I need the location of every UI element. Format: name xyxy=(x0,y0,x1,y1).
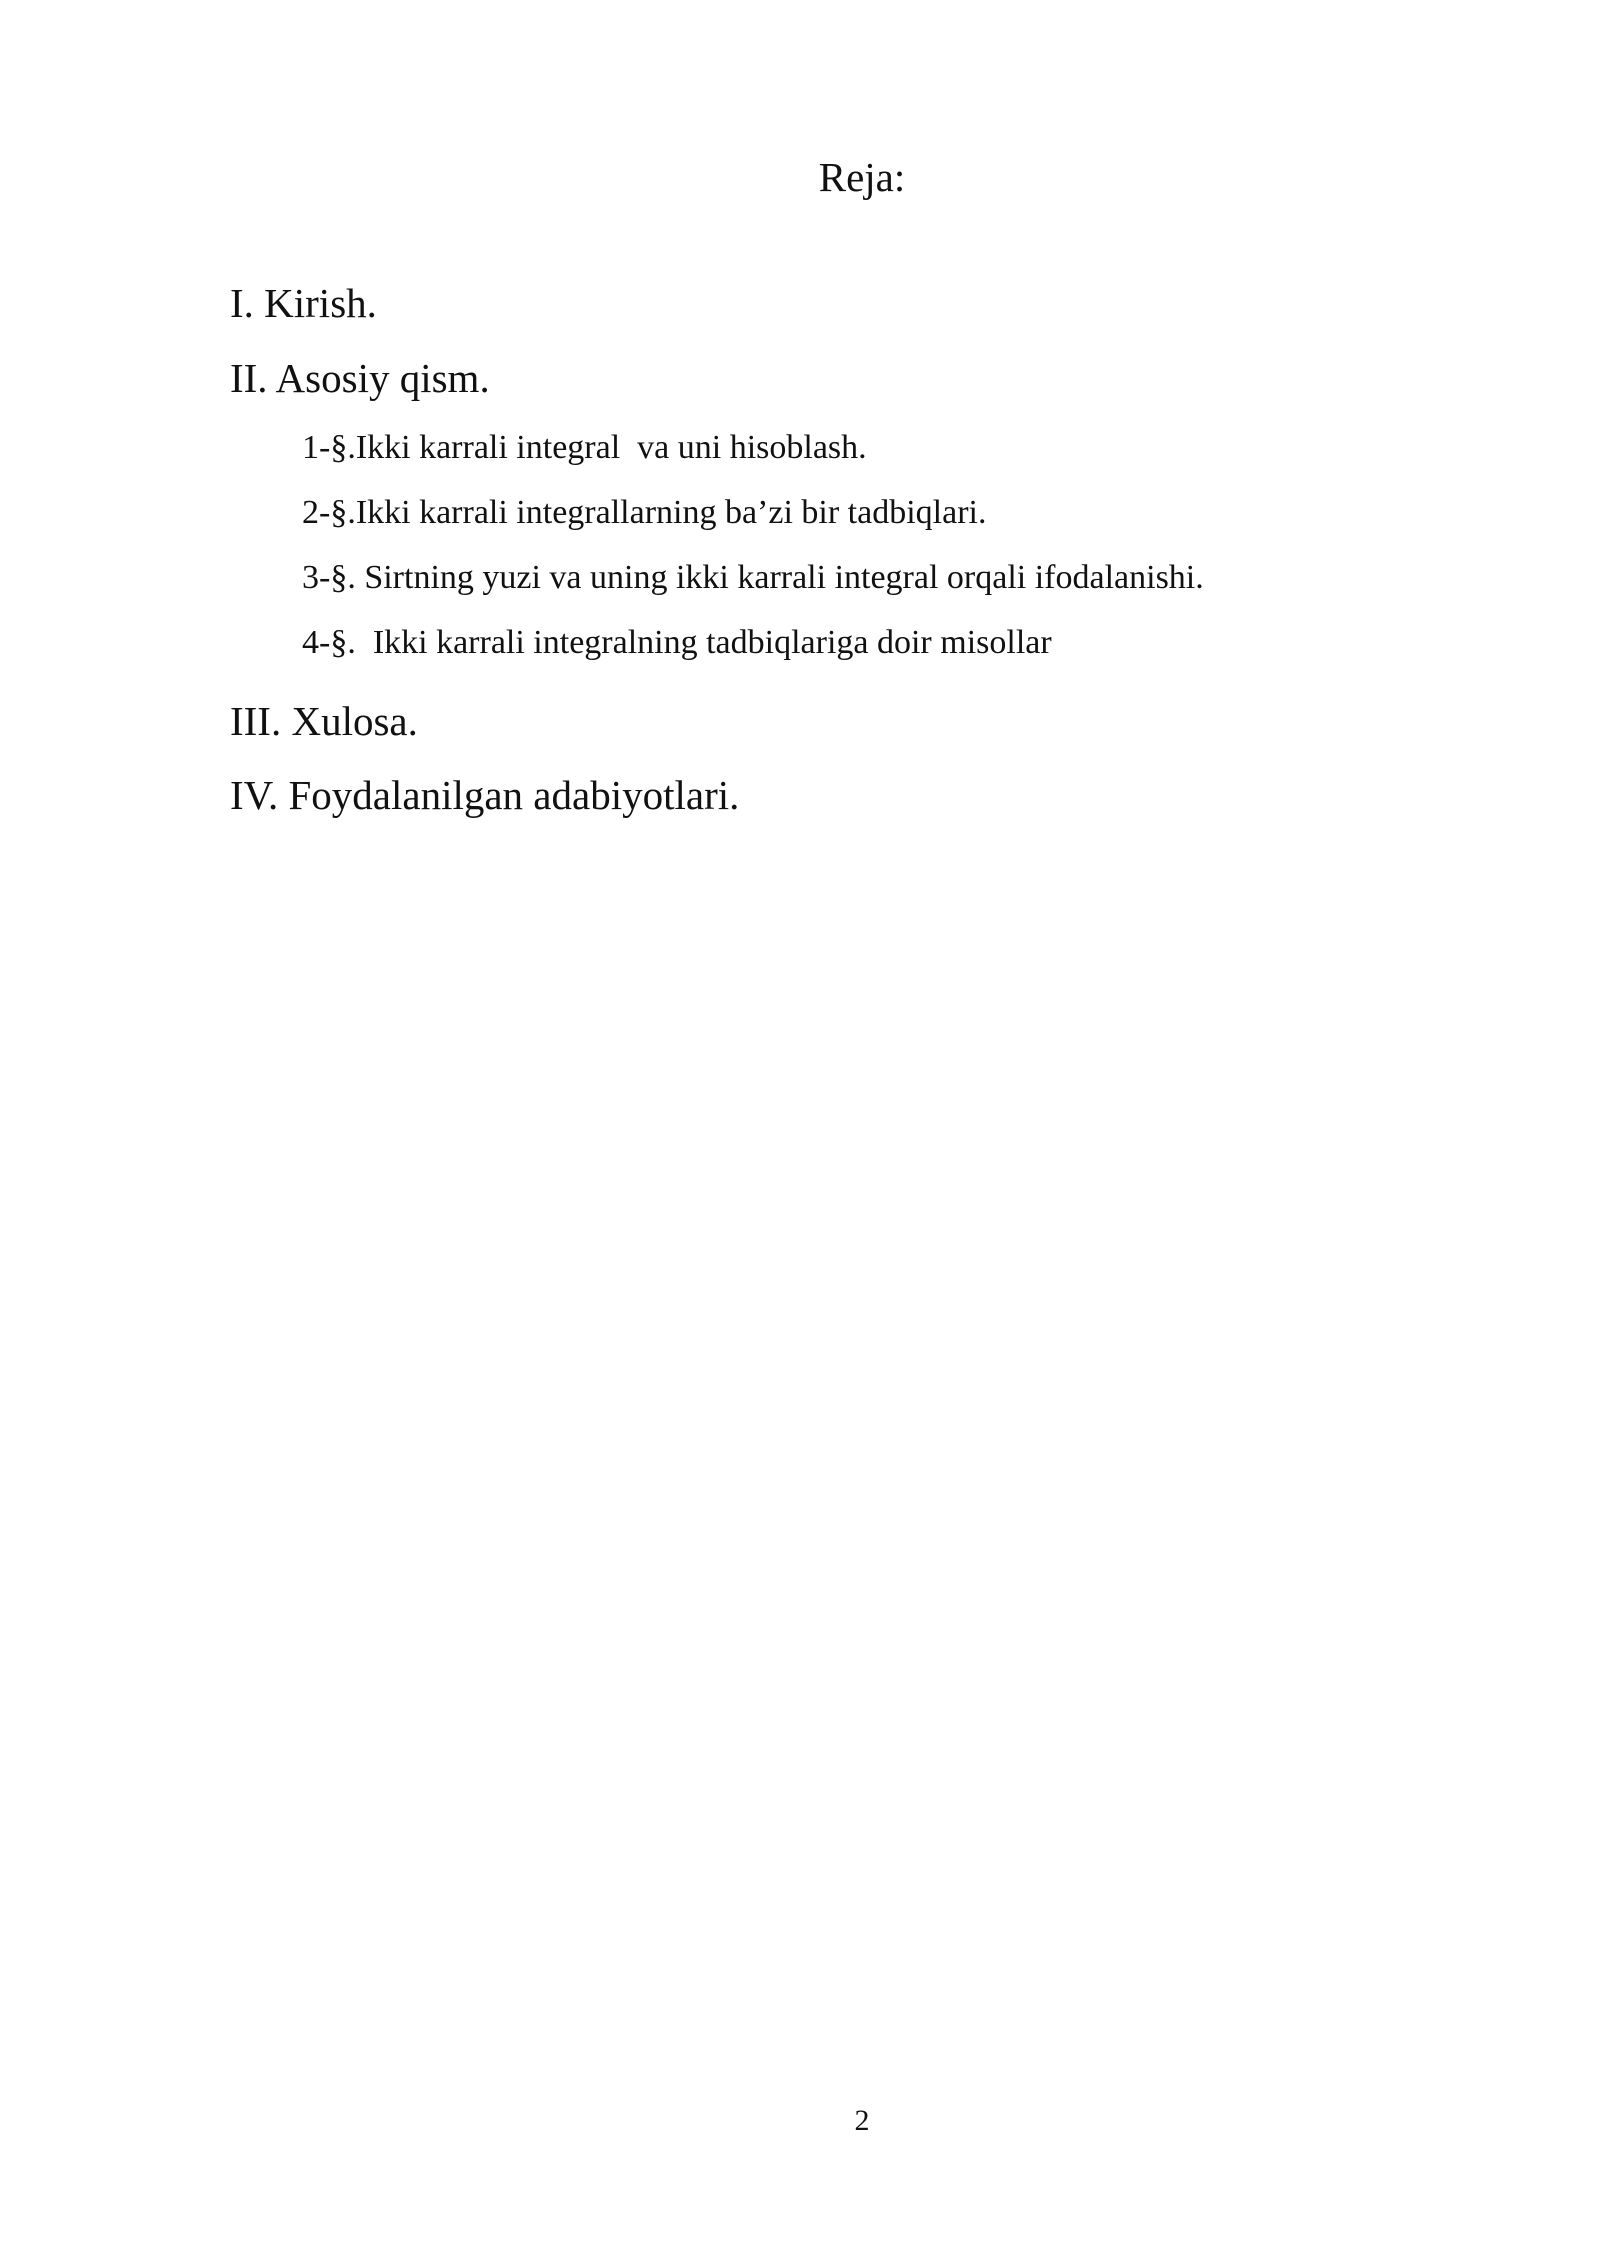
section-conclusion: III. Xulosa. xyxy=(230,698,418,744)
subsection-3: 3-§. Sirtning yuzi va uning ikki karrali integral orqali ifodalanishi. xyxy=(302,559,1204,596)
section-main-part: II. Asosiy qism. xyxy=(230,355,490,401)
section-references: IV. Foydalanilgan adabiyotlari. xyxy=(230,772,740,818)
subsection-1: 1-§.Ikki karrali integral va uni hisoblash. xyxy=(302,429,867,466)
subsection-2: 2-§.Ikki karrali integrallarning ba’zi bir tadbiqlari. xyxy=(302,494,987,531)
subsection-4: 4-§. Ikki karrali integralning tadbiqlariga doir misollar xyxy=(302,624,1052,661)
plan-title: Reja: xyxy=(818,154,906,200)
section-introduction: I. Kirish. xyxy=(230,280,377,326)
page-number: 2 xyxy=(854,2104,870,2137)
